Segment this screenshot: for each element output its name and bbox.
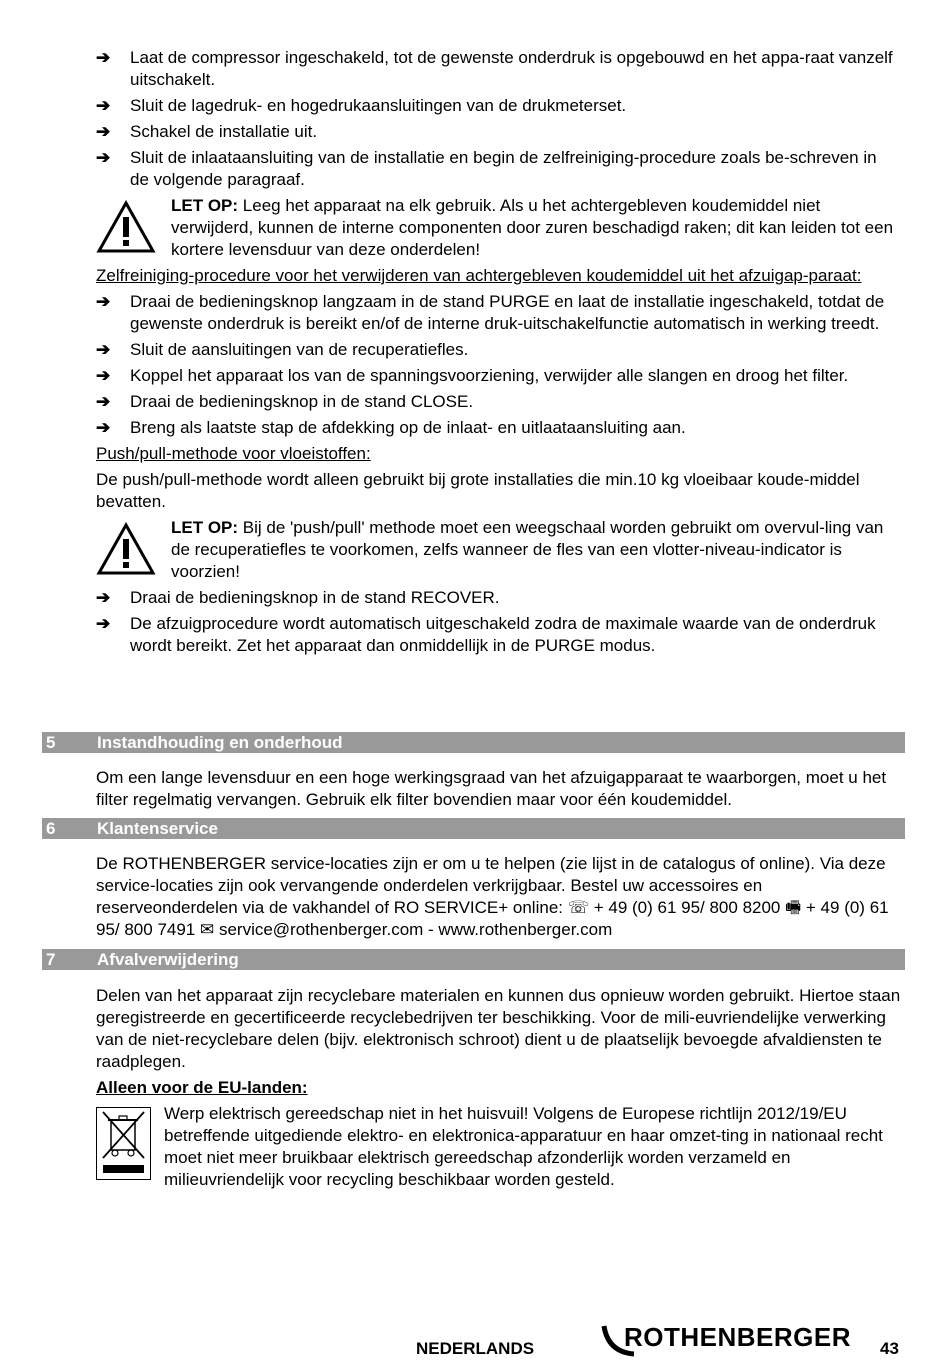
arrow-right-icon: ➔ [96,418,111,437]
arrow-right-icon: ➔ [96,48,111,67]
section-7-content [96,985,901,1191]
steps-b [96,291,896,439]
section-6-text: De ROTHENBERGER service-locaties zijn er om u te helpen (zie lijst in de catalogus of online). Via deze service-locaties zijn ook vervangende onderdelen verkrijgbaar. Bestel uw accessoires en reserveonderdelen via de vakhandel of RO SERVICE+ online: ☏ + 49 (0) 61 95/ 800 8200 🖷 + 49 (0) 61 95/ 800 7491 ✉ service@rothenberger.com - www.rothenberger.com [96,854,889,939]
section-header-5: 5 Instandhouding en onderhoud [42,732,905,753]
list-item: ➔ Koppel het apparaat los van de spanningsvoorziening, verwijder alle slangen en droog het filter. [96,366,849,385]
arrow-right-icon: ➔ [96,614,111,633]
push-heading: Push/pull-methode voor vloeistoffen: [96,444,371,463]
list-item: ➔ Schakel de installatie uit. [96,122,318,141]
arrow-right-icon: ➔ [96,122,111,141]
arrow-right-icon: ➔ [96,588,111,607]
list-item: ➔ Breng als laatste stap de afdekking op de inlaat- en uitlaataansluiting aan. [96,418,686,437]
arrow-right-icon: ➔ [96,148,111,167]
list-item: ➔ Sluit de inlaataansluiting van de installatie en begin de zelfreiniging-procedure zoals be-schreven in de volgende paragraaf. [96,148,877,189]
arrow-right-icon: ➔ [96,366,111,385]
warning-triangle-icon [96,522,156,576]
envelope-icon: ✉ [199,920,215,939]
section-5-text: Om een lange levensduur en een hoge werkingsgraad van het afzuigapparaat te waarborgen, moet u het filter regelmatig vervangen. Gebruik elk filter bovendien maar voor één koudemiddel. [96,768,887,809]
list-item: ➔ Draai de bedieningsknop in de stand RECOVER. [96,588,500,607]
weee-notice: Werp elektrisch gereedschap niet in het huisvuil! Volgens de Europese richtlijn 2012/19/EU betreffende uitgediende elektro- en elektronica-apparatuur en haar omzet-ting in nationaal recht moet niet meer bruikbaar elektrisch gereedschap afzonderlijk worden verzameld en milieuvriendelijk voor recycling beschikbaar worden gesteld. [96,1103,901,1191]
page-number: 43 [880,1339,899,1358]
warning-notice-2: LET OP: Bij de 'push/pull' methode moet een weegschaal worden gebruikt om overvul-ling van de recuperatiefles te voorkomen, zelfs wanneer de fles van een vlotter-niveau-indicator is voorzien! [96,517,896,583]
section-header-6: 6 Klantenservice [42,818,905,839]
arrow-right-icon: ➔ [96,340,111,359]
list-item: ➔ De afzuigprocedure wordt automatisch uitgeschakeld zodra de maximale waarde van de onderdruk wordt bereikt. Zet het apparaat dan onmiddellijk in de PURGE modus. [96,614,876,655]
list-item: ➔ Draai de bedieningsknop langzaam in de stand PURGE en laat de installatie ingeschakeld, totdat de gewenste onderdruk is bereikt en/of de interne druk-uitschakelfunctie automatisch in werking treedt. [96,292,885,333]
phone-icon: ☏ [567,898,589,917]
list-item: ➔ Sluit de aansluitingen van de recuperatiefles. [96,340,469,359]
section-7-text: Delen van het apparaat zijn recyclebare materialen en kunnen dus opnieuw worden gebruikt. Hiertoe staan geregistreerde en gecertificeerde recyclebedrijven ter beschikking. Voor de mili-euvriendelijke verwerking van de niet-recyclebare delen (bijv. elektronisch schroot) dient u de plaatselijk bevoegde afvaldiensten te raadplegen. [96,986,901,1071]
brand-logo [600,1322,852,1360]
footer-language: NEDERLANDS [416,1339,535,1358]
steps-c [96,587,896,657]
arrow-right-icon: ➔ [96,96,111,115]
arrow-right-icon: ➔ [96,392,111,411]
main-content [96,47,896,661]
steps-a [96,47,896,191]
eu-heading: Alleen voor de EU-landen: [96,1078,308,1097]
warning-triangle-icon [96,200,156,254]
crossed-bin-icon [96,1107,151,1180]
warning-notice-1: LET OP: Leeg het apparaat na elk gebruik. Als u het achtergebleven koudemiddel niet verwijderd, kunnen de interne componenten door zuren beschadigd raken; dit kan leiden tot een kortere levensduur van deze onderdelen! [96,195,896,261]
brand-name: ROTHENBERGER [624,1322,852,1352]
purge-heading: Zelfreiniging-procedure voor het verwijderen van achtergebleven koudemiddel uit het afzuigap-paraat: [96,266,862,285]
list-item: ➔ Draai de bedieningsknop in de stand CLOSE. [96,392,474,411]
push-text: De push/pull-methode wordt alleen gebruikt bij grote installaties die min.10 kg vloeibaar koude-middel bevatten. [96,470,860,511]
list-item: ➔ Sluit de lagedruk- en hogedrukaansluitingen van de drukmeterset. [96,96,627,115]
section-header-7: 7 Afvalverwijdering [42,949,905,970]
fax-icon: 🖷 [785,898,802,917]
list-item: ➔ Laat de compressor ingeschakeld, tot de gewenste onderdruk is opgebouwd en het appa-raat vanzelf uitschakelt. [96,48,893,89]
arrow-right-icon: ➔ [96,292,111,311]
